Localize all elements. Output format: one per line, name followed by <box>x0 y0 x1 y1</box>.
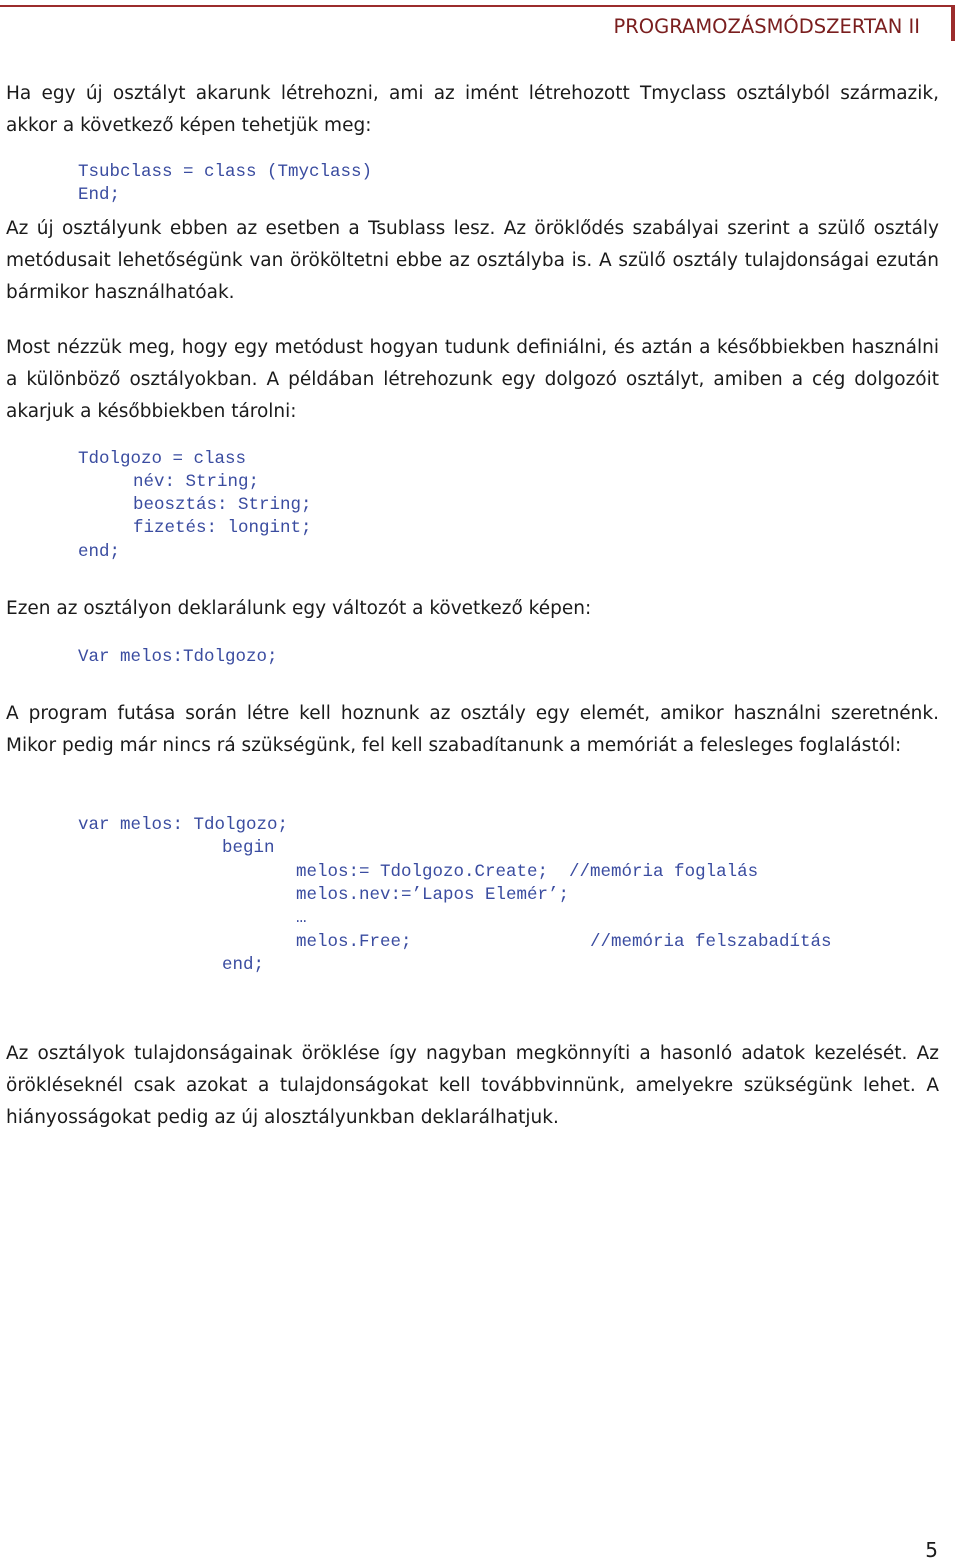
code-line: Var melos:Tdolgozo; <box>78 647 278 667</box>
page-number: 5 <box>925 1538 938 1562</box>
code-line: név: String; <box>133 472 260 492</box>
code-comment: //memória felszabadítás <box>590 932 832 952</box>
paragraph-create-free: A program futása során létre kell hoznunk az osztály egy elemét, amikor használni szeretnénk. Mikor pedig már nincs rá szükségünk, fel kell szabadítanunk a memóriát a felesleges foglalástól: <box>6 703 939 756</box>
paragraph-summary: Az osztályok tulajdonságainak öröklése így nagyban megkönnyíti a hasonló adatok kezelését. Az örökléseknél csak azokat a tulajdonságokat kell továbbvinnünk, amelyekre szükségünk lehet. A hiányosságokat pedig az új alosztályunkban deklarálhatjuk. <box>6 1043 939 1128</box>
code-line: end; <box>222 955 265 975</box>
code-line: fizetés: longint; <box>133 518 312 538</box>
code-line: end; <box>78 542 121 562</box>
page-header-title: PROGRAMOZÁSMÓDSZERTAN II <box>613 15 920 38</box>
code-line: Tsubclass = class (Tmyclass) <box>78 162 373 182</box>
paragraph-intro: Ha egy új osztályt akarunk létrehozni, ami az imént létrehozott Tmyclass osztályból származik, akkor a következő képen tehetjük meg: <box>6 83 939 136</box>
paragraph-inheritance: Az új osztályunk ebben az esetben a Tsublass lesz. Az öröklődés szabályai szerint a szülő osztály metódusait lehetőségünk van örököltetni ebbe az osztályba is. A szülő osztály tulajdonságai ezután bármikor használhatóak. <box>6 218 939 303</box>
paragraph-method: Most nézzük meg, hogy egy metódust hogyan tudunk definiálni, és aztán a későbbiekben használni a különböző osztályokban. A példában létrehozunk egy dolgozó osztályt, amiben a cég dolgozóit akarjuk a későbbiekben tárolni: <box>6 337 939 422</box>
code-line: melos.Free; <box>296 932 412 952</box>
code-line: var melos: Tdolgozo; <box>78 815 289 835</box>
code-line: melos:= Tdolgozo.Create; //memória foglalás <box>296 862 759 882</box>
code-line: … <box>296 908 307 928</box>
code-line: melos.nev:=’Lapos Elemér’; <box>296 885 570 905</box>
code-line: Tdolgozo = class <box>78 449 247 469</box>
paragraph-variable: Ezen az osztályon deklarálunk egy változót a következő képen: <box>6 598 592 619</box>
code-line: beosztás: String; <box>133 495 312 515</box>
code-line: begin <box>222 838 275 858</box>
code-line: End; <box>78 185 121 205</box>
